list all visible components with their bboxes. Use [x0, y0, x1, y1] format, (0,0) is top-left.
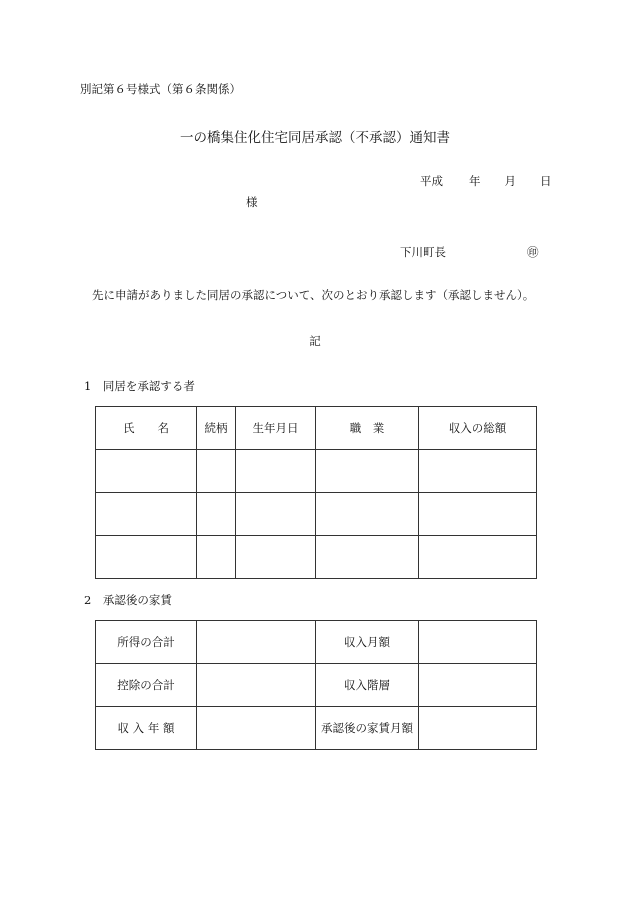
label-monthly-income: 収入月額 — [316, 621, 419, 664]
cell-name[interactable] — [96, 450, 197, 493]
value-monthly-income[interactable] — [419, 621, 537, 664]
cell-total-income[interactable] — [419, 450, 537, 493]
form-number: 別記第６号様式（第６条関係） — [80, 82, 241, 96]
cell-occupation[interactable] — [316, 450, 419, 493]
label-income-bracket: 収入階層 — [316, 664, 419, 707]
table-row — [96, 664, 537, 707]
table-row — [96, 493, 537, 536]
table-row — [96, 707, 537, 750]
date-day: 日 — [540, 174, 552, 188]
value-monthly-rent-after[interactable] — [419, 707, 537, 750]
cell-birthdate[interactable] — [236, 493, 316, 536]
section1-heading: 1 同居を承認する者 — [84, 379, 195, 393]
value-income-total[interactable] — [197, 621, 316, 664]
cell-relation[interactable] — [197, 536, 236, 579]
table-row — [96, 621, 537, 664]
cell-name[interactable] — [96, 536, 197, 579]
issuer-name: 下川町長 — [400, 245, 446, 259]
addressee-suffix: 様 — [246, 195, 258, 209]
date-line — [420, 173, 552, 189]
body-text: 先に申請がありました同居の承認について、次のとおり承認します（承認しません）。 — [92, 288, 535, 302]
seal-mark: ㊞ — [527, 245, 539, 259]
cell-name[interactable] — [96, 493, 197, 536]
rent-after-approval-table — [95, 620, 537, 750]
header-name: 氏 名 — [96, 407, 197, 450]
label-monthly-rent-after: 承認後の家賃月額 — [316, 707, 419, 750]
header-relation: 続柄 — [197, 407, 236, 450]
table-header-row — [96, 407, 537, 450]
header-birthdate: 生年月日 — [236, 407, 316, 450]
label-deduction-total: 控除の合計 — [96, 664, 197, 707]
approved-persons-table — [95, 406, 537, 579]
value-deduction-total[interactable] — [197, 664, 316, 707]
cell-total-income[interactable] — [419, 493, 537, 536]
cell-total-income[interactable] — [419, 536, 537, 579]
cell-birthdate[interactable] — [236, 536, 316, 579]
value-annual-income[interactable] — [197, 707, 316, 750]
date-month: 月 — [504, 174, 516, 188]
section2-heading: 2 承認後の家賃 — [84, 593, 172, 607]
value-income-bracket[interactable] — [419, 664, 537, 707]
table-row — [96, 536, 537, 579]
table-row — [96, 450, 537, 493]
label-income-total: 所得の合計 — [96, 621, 197, 664]
cell-relation[interactable] — [197, 450, 236, 493]
cell-occupation[interactable] — [316, 493, 419, 536]
date-year: 年 — [469, 174, 481, 188]
header-occupation: 職 業 — [316, 407, 419, 450]
header-total-income: 収入の総額 — [419, 407, 537, 450]
document-title: 一の橋集住化住宅同居承認（不承認）通知書 — [180, 130, 450, 146]
date-era: 平成 — [420, 174, 443, 188]
label-annual-income: 収 入 年 額 — [96, 707, 197, 750]
ki-heading: 記 — [309, 334, 321, 348]
cell-relation[interactable] — [197, 493, 236, 536]
cell-occupation[interactable] — [316, 536, 419, 579]
cell-birthdate[interactable] — [236, 450, 316, 493]
